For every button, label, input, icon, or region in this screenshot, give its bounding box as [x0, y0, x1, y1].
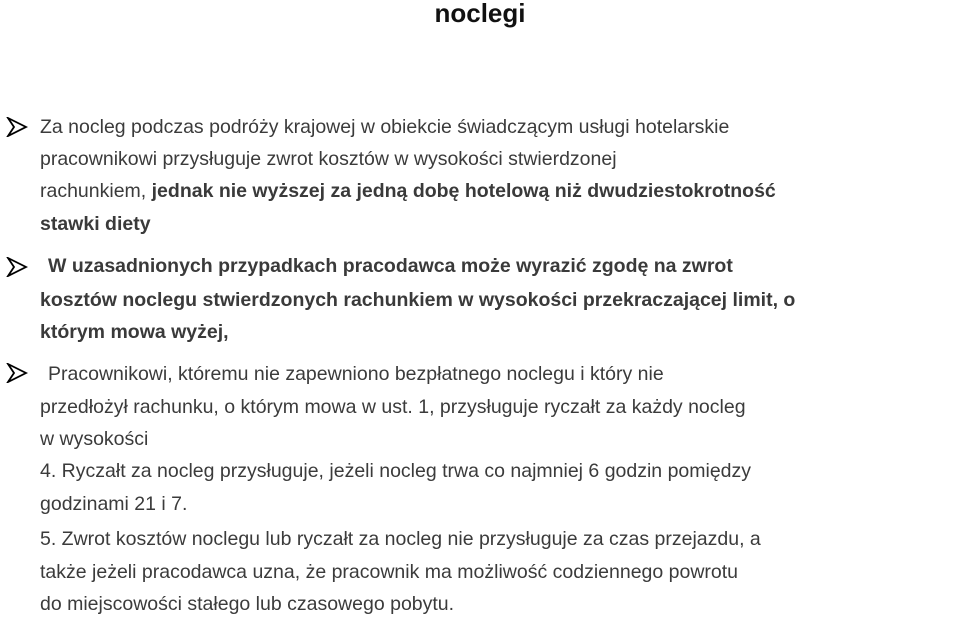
- paragraph3-line2: przedłożył rachunku, o którym mowa w ust. 1, przysługuje ryczałt za każdy nocleg: [40, 396, 746, 418]
- paragraph3-line4: 4. Ryczałt za nocleg przysługuje, jeżeli nocleg trwa co najmniej 6 godzin pomiędzy: [40, 460, 752, 482]
- arrowhead-bullet-icon: [6, 363, 28, 383]
- paragraph2-line1: W uzasadnionych przypadkach pracodawca może wyrazić zgodę na zwrot: [48, 255, 733, 277]
- paragraph3-line6: 5. Zwrot kosztów noclegu lub ryczałt za nocleg nie przysługuje za czas przejazdu, a: [40, 528, 761, 550]
- paragraph3-line3: w wysokości: [40, 428, 149, 450]
- paragraph2-line3: którym mowa wyżej,: [40, 321, 229, 343]
- page-title: noclegi: [434, 0, 526, 28]
- arrowhead-bullet-icon: [6, 257, 28, 277]
- paragraph3-line8: do miejscowości stałego lub czasowego pobytu.: [40, 593, 455, 615]
- paragraph1-line3: [40, 174, 776, 208]
- paragraph1-line1: Za nocleg podczas podróży krajowej w obiekcie świadczącym usługi hotelarskie: [40, 116, 730, 138]
- paragraph2-line2: kosztów noclegu stwierdzonych rachunkiem w wysokości przekraczającej limit, o: [40, 289, 796, 311]
- paragraph1-line4: stawki diety: [40, 213, 151, 235]
- paragraph1-line3-normal: rachunkiem,: [40, 180, 152, 202]
- paragraph3-line1: Pracownikowi, któremu nie zapewniono bezpłatnego noclegu i który nie: [48, 363, 664, 385]
- paragraph3-line5: godzinami 21 i 7.: [40, 493, 188, 515]
- paragraph1-line2: pracownikowi przysługuje zwrot kosztów w wysokości stwierdzonej: [40, 148, 617, 170]
- paragraph3-line7: także jeżeli pracodawca uzna, że pracownik ma możliwość codziennego powrotu: [40, 561, 739, 583]
- arrowhead-bullet-icon: [6, 117, 28, 137]
- paragraph1-line3-bold: jednak nie wyższej za jedną dobę hotelową niż dwudziestokrotność: [151, 180, 776, 202]
